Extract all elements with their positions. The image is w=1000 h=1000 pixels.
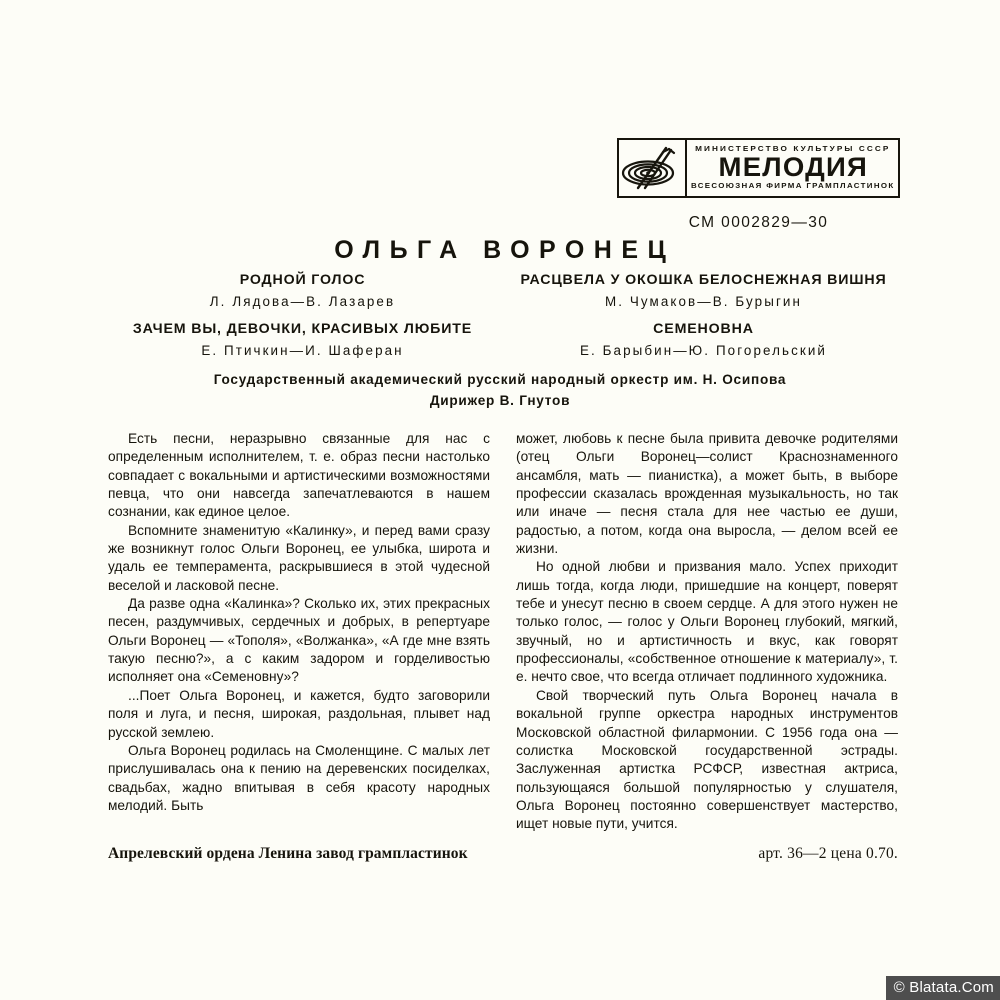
paragraph: Есть песни, неразрывно связанные для нас с определенным исполнителем, т. е. образ песни настолько совпадает с вокальными и артистическими возможностями певца, что они навсегда запечатлеваются в нашем сознании, как единое целое. xyxy=(108,431,490,520)
track-column-side-b xyxy=(503,272,898,359)
ensemble-credits xyxy=(0,372,1000,408)
track-credit: Е. Барыбин—Ю. Погорельский xyxy=(579,343,828,359)
conductor-name: Дирижер В. Гнутов xyxy=(429,393,571,408)
melodiya-logo-words xyxy=(687,140,899,196)
track-listing xyxy=(108,272,898,359)
liner-notes-right-column xyxy=(516,430,898,834)
track-item xyxy=(108,272,497,310)
melodiya-record-spiral-icon xyxy=(619,140,687,196)
watermark: © Blatata.Com xyxy=(886,976,1000,1000)
paragraph: Да разве одна «Калинка»? Сколько их, этих прекрасных песен, раздумчивых, сердечных и добрых, в репертуаре Ольги Воронец — «Тополя», «Волжанка», «А где мне взять такую песню?», а с каким задором и горделивостью исполняет она «Семеновну»? xyxy=(108,596,490,685)
footer xyxy=(108,845,898,863)
track-title: СЕМЕНОВНА xyxy=(653,321,754,338)
article-and-price: арт. 36—2 цена 0.70. xyxy=(758,845,898,862)
catalog-number: СМ 0002829—30 xyxy=(688,214,829,231)
orchestra-name: Государственный академический русский народный оркестр им. Н. Осипова xyxy=(213,372,787,387)
melodiya-logo xyxy=(617,138,900,198)
track-title: ЗАЧЕМ ВЫ, ДЕВОЧКИ, КРАСИВЫХ ЛЮБИТЕ xyxy=(132,321,473,338)
track-title: РОДНОЙ ГОЛОС xyxy=(239,272,366,288)
paragraph: Но одной любви и призвания мало. Успех приходит лишь тогда, когда люди, пришедшие на концерт, поверят тебе и унесут песню в своем сердце. А для этого нужен не только голос, — голос у Ольги Воронец глубокий, мягкий, звучный, но и артистичность и вкус, как говорят профессионалы, «собственное отношение к материалу», т. е. нечто свое, что всегда отличает подлинного художника. xyxy=(516,559,898,685)
track-credit: Е. Птичкин—И. Шаферан xyxy=(201,343,404,359)
artist-name: ОЛЬГА ВОРОНЕЦ xyxy=(334,236,676,264)
track-title: РАСЦВЕЛА У ОКОШКА БЕЛОСНЕЖНАЯ ВИШНЯ xyxy=(520,272,887,288)
ministry-line: МИНИСТЕРСТВО КУЛЬТУРЫ СССР xyxy=(695,144,891,153)
track-item xyxy=(509,321,898,359)
paragraph: может, любовь к песне была привита девочке родителями (отец Ольги Воронец—солист Краснознаменного ансамбля, мать — пианистка), а может быть, в выборе профессии сказалась врожденная музыкальность, но так или иначе — песня стала для нее частью ее души, радостью, а потом, когда она выросла, — делом всей ее жизни. xyxy=(516,431,898,557)
paragraph: Вспомните знаменитую «Калинку», и перед вами сразу же возникнут голос Ольги Воронец, ее улыбка, широта и удаль ее темперамента, раскрывшиеся в этой чудесной веселой и ласковой песне. xyxy=(108,522,490,593)
liner-notes-left-column xyxy=(108,430,490,834)
track-column-side-a xyxy=(108,272,503,359)
track-item xyxy=(509,272,898,310)
pressing-plant: Апрелевский ордена Ленина завод грампластинок xyxy=(108,845,468,862)
track-credit: М. Чумаков—В. Бурыгин xyxy=(604,294,803,310)
paragraph: ...Поет Ольга Воронец, и кажется, будто заговорили поля и луга, и песня, широкая, раздольная, плывет над русской землею. xyxy=(108,687,490,740)
paragraph: Ольга Воронец родилась на Смоленщине. С малых лет прислушивалась она к пению на деревенских посиделках, свадьбах, жадно впитывая в себя красоту народных мелодий. Быть xyxy=(108,742,490,813)
track-item xyxy=(108,321,497,359)
paragraph: Свой творческий путь Ольга Воронец начала в вокальной группе оркестра народных инструментов Московской областной филармонии. С 1956 года она — солистка Московской государственной эстрады. Заслуженная артистка РСФСР, известная актриса, пользующаяся большой популярностью у слушателя, Ольга Воронец постоянно совершенствует мастерство, ищет новые пути, учится. xyxy=(516,687,898,832)
melodiya-wordmark: МЕЛОДИЯ xyxy=(718,152,868,183)
liner-notes xyxy=(108,430,898,834)
firm-line: ВСЕСОЮЗНАЯ ФИРМА ГРАМПЛАСТИНОК xyxy=(691,181,895,190)
melodiya-label-block xyxy=(617,138,900,232)
track-credit: Л. Лядова—В. Лазарев xyxy=(209,294,396,310)
